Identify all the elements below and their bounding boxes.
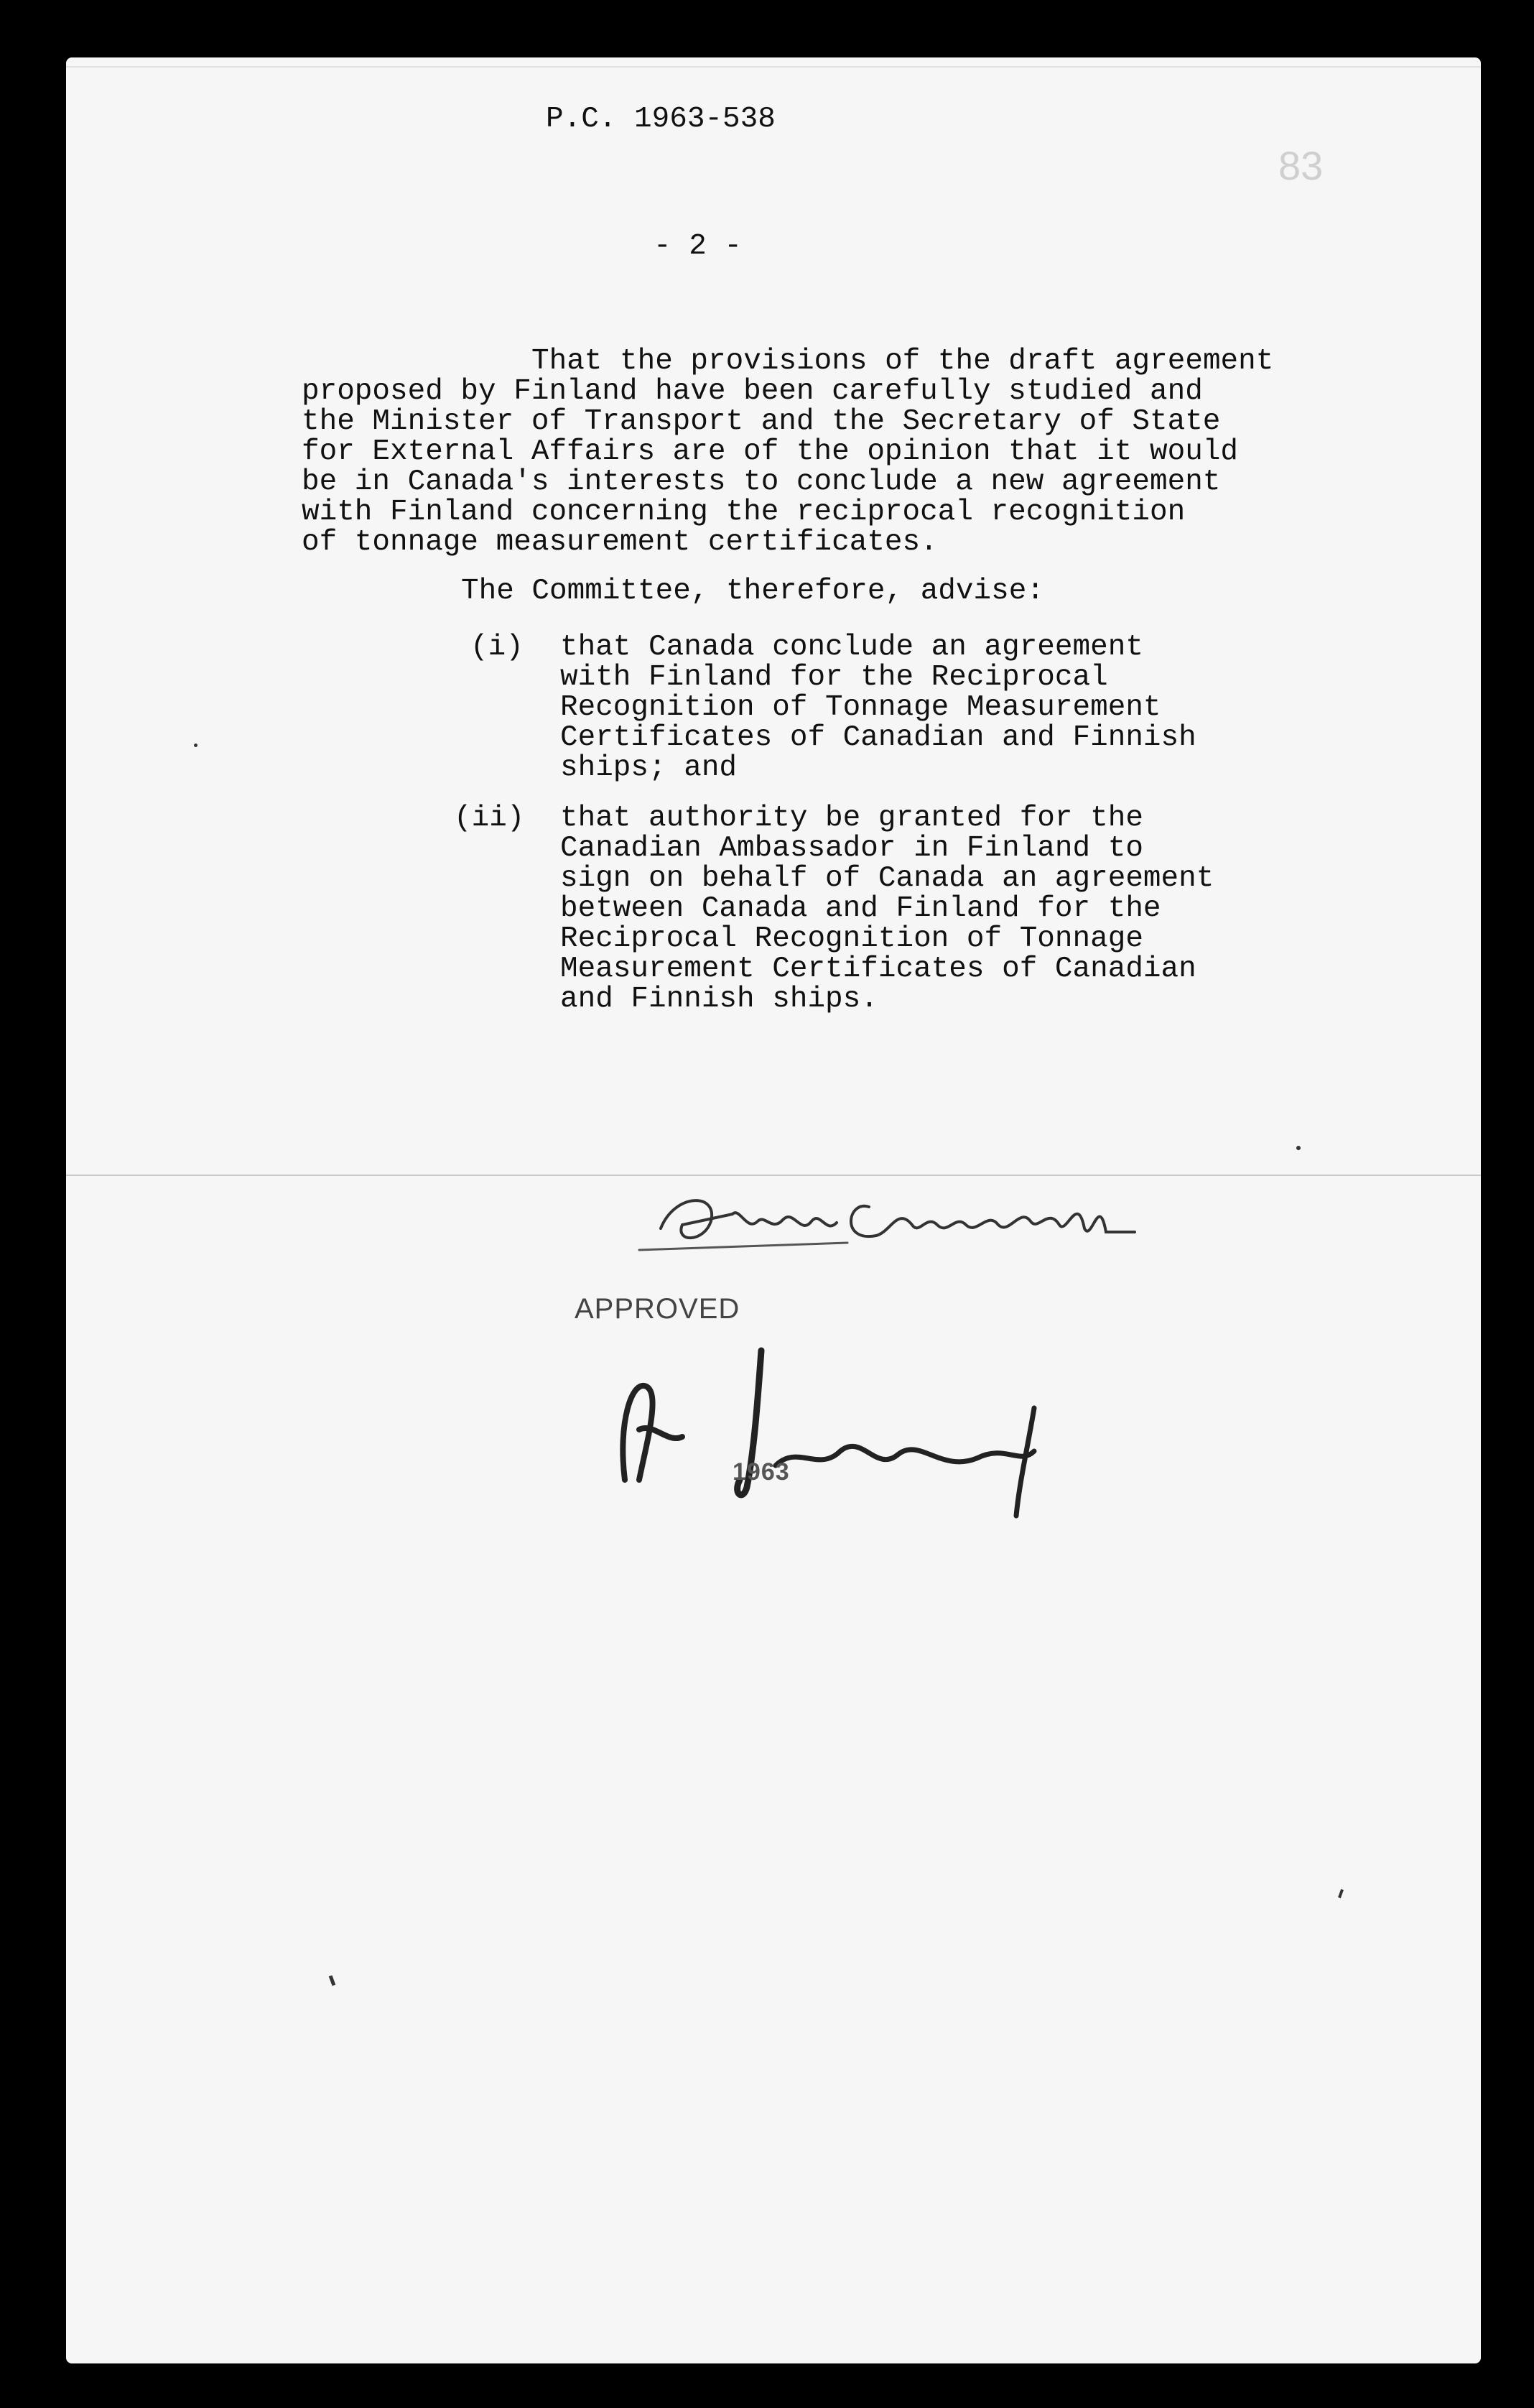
intro-paragraph	[302, 346, 1273, 557]
approved-stamp: APPROVED	[575, 1293, 740, 1325]
top-edge-line	[66, 66, 1481, 68]
item-line: between Canada and Finland for the	[560, 892, 1161, 925]
item-line: that authority be granted for the	[560, 802, 1143, 835]
paragraph-line: be in Canada's interests to conclude a new agreement	[302, 466, 1221, 499]
item-line: with Finland for the Reciprocal	[560, 661, 1108, 694]
paragraph-line: with Finland concerning the reciprocal recognition	[302, 496, 1186, 529]
item-line: Canadian Ambassador in Finland to	[560, 832, 1143, 865]
approval-signature	[603, 1336, 1120, 1523]
faint-page-mark: 83	[1278, 143, 1324, 188]
paragraph-line: for External Affairs are of the opinion that it would	[302, 435, 1239, 468]
item-line: Measurement Certificates of Canadian	[560, 953, 1196, 986]
item-line: sign on behalf of Canada an agreement	[560, 862, 1214, 895]
item-line: ships; and	[560, 751, 738, 784]
document-number: P.C. 1963-538	[546, 103, 776, 136]
item-line: that Canada conclude an agreement	[560, 631, 1143, 664]
item-body	[560, 632, 1196, 783]
item-line: Recognition of Tonnage Measurement	[560, 691, 1161, 724]
date-stamp: 1963	[733, 1458, 790, 1486]
item-line: Certificates of Canadian and Finnish	[560, 721, 1196, 754]
item-body	[560, 803, 1214, 1014]
signature-gordon-churchill	[632, 1164, 1192, 1272]
item-number: (ii)	[454, 802, 525, 835]
speck-mark	[1296, 1146, 1301, 1150]
advise-line: The Committee, therefore, advise:	[461, 575, 1044, 608]
paragraph-line: That the provisions of the draft agreement	[531, 345, 1274, 378]
item-line: and Finnish ships.	[560, 983, 878, 1016]
paragraph-line: of tonnage measurement certificates.	[302, 526, 938, 559]
item-number: (i)	[470, 631, 524, 664]
page-number: - 2 -	[654, 230, 743, 263]
item-line: Reciprocal Recognition of Tonnage	[560, 922, 1143, 955]
paragraph-line: proposed by Finland have been carefully studied and	[302, 375, 1203, 408]
speck-mark	[194, 744, 197, 747]
paragraph-line: the Minister of Transport and the Secretary of State	[302, 405, 1221, 438]
